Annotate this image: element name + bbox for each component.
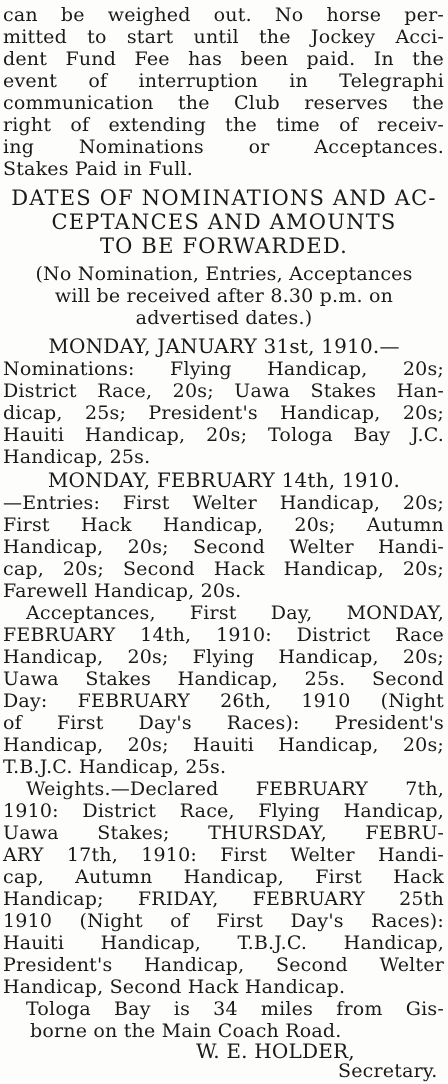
section-heading: DATES OF NOMINATIONS AND AC- <box>11 186 437 210</box>
section-heading: CEPTANCES AND AMOUNTS <box>51 210 397 234</box>
text-line: cap, 20s; Second Hack Handicap, 20s; <box>3 558 444 580</box>
text-line: President's Handicap, Second Welter <box>3 954 444 976</box>
text-line: ARY 17th, 1910: First Welter Handi- <box>3 844 444 866</box>
text-line: Farewell Handicap, 20s. <box>3 580 242 602</box>
text-line: 1910: District Race, Flying Handicap, <box>3 800 444 822</box>
text-line: Handicap, 20s; Flying Handicap, 20s; <box>3 646 444 668</box>
notice-line: will be received after 8.30 p.m. on <box>54 285 394 307</box>
text-line: mitted to start until the Jockey Acci- <box>3 26 444 48</box>
text-line: District Race, 20s; Uawa Stakes Han- <box>3 380 444 402</box>
date-heading: MONDAY, FEBRUARY 14th, 1910. <box>47 468 401 492</box>
text-line: event of interruption in Telegraphi <box>3 70 444 92</box>
text-line: Hauiti Handicap, 20s; Tologa Bay J.C. <box>3 424 444 446</box>
text-line: can be weighed out. No horse per- <box>3 4 444 26</box>
date-heading: MONDAY, JANUARY 31st, 1910.— <box>48 334 400 358</box>
text-line: Handicap; FRIDAY, FEBRUARY 25th <box>3 888 444 910</box>
text-line: —Entries: First Welter Handicap, 20s; <box>3 492 444 514</box>
text-line: Handicap, Second Hack Handicap. <box>3 976 346 998</box>
notice-line: advertised dates.) <box>135 307 313 329</box>
notice-line: (No Nomination, Entries, Acceptances <box>35 263 413 285</box>
text-line: First Hack Handicap, 20s; Autumn <box>3 514 444 536</box>
text-line: Handicap, 25s. <box>3 446 151 468</box>
text-line: Handicap, 20s; Hauiti Handicap, 20s; <box>3 734 444 756</box>
text-line: borne on the Main Coach Road. <box>30 1020 342 1042</box>
text-line: Hauiti Handicap, T.B.J.C. Handicap, <box>3 932 444 954</box>
text-line: cap, Autumn Handicap, First Hack <box>3 866 444 888</box>
signature-title: Secretary. <box>338 1060 438 1082</box>
text-line: Weights.—Declared FEBRUARY 7th, <box>26 778 444 800</box>
text-line: Uawa Stakes Handicap, 25s. Second <box>3 668 444 690</box>
text-line: Day: FEBRUARY 26th, 1910 (Night <box>3 690 444 712</box>
text-line: 1910 (Night of First Day's Races): <box>3 910 444 932</box>
text-line: FEBRUARY 14th, 1910: District Race <box>3 624 444 646</box>
text-line: Uawa Stakes; THURSDAY, FEBRU- <box>3 822 444 844</box>
text-line: of First Day's Races): President's <box>3 712 444 734</box>
text-line: dicap, 25s; President's Handicap, 20s; <box>3 402 444 424</box>
text-line: Nominations: Flying Handicap, 20s; <box>3 358 444 380</box>
text-line: right of extending the time of receiv- <box>3 114 444 136</box>
text-line: Handicap, 20s; Second Welter Handi- <box>3 536 444 558</box>
text-line: Acceptances, First Day, MONDAY, <box>26 602 444 624</box>
text-line: dent Fund Fee has been paid. In the <box>3 48 444 70</box>
text-line: Tologa Bay is 34 miles from Gis- <box>26 998 444 1020</box>
text-line: communication the Club reserves the <box>3 92 444 114</box>
text-line: T.B.J.C. Handicap, 25s. <box>3 756 227 778</box>
text-line: Stakes Paid in Full. <box>3 158 194 180</box>
section-heading: TO BE FORWARDED. <box>99 234 349 258</box>
text-line: ing Nominations or Acceptances. <box>3 136 444 158</box>
signature-name: W. E. HOLDER, <box>196 1039 355 1063</box>
